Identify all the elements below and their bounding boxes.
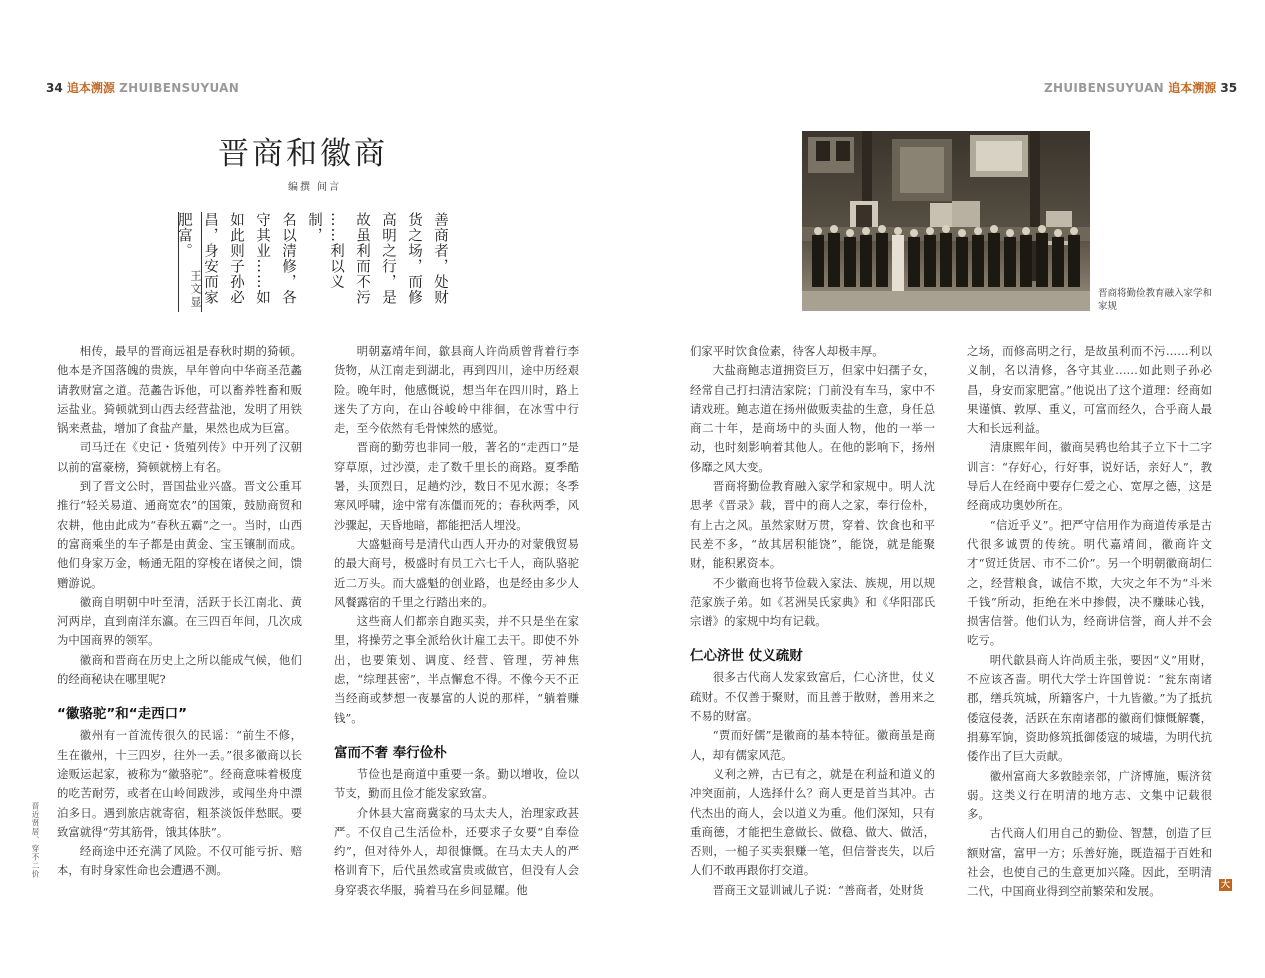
quote-column: 高明之行，是 bbox=[380, 212, 396, 305]
paragraph: 晋商王文显训诫儿子说：“善商者，处财货 bbox=[712, 882, 924, 897]
quote-column: 昌，身安而家 bbox=[202, 212, 218, 305]
article-byline: 编撰 间言 bbox=[288, 182, 342, 193]
header-left bbox=[46, 79, 239, 96]
quote-column: 货之场，而修 bbox=[406, 212, 422, 305]
paragraph: 这些商人们都亲自跑买卖，并不只是坐在家里，将操劳之事全派给伙计雇工去干。即使不外出，也要策划、调度、经营、管理，劳神焦虑，“综理甚密”，半点懈怠不得。不像今天不正当经商或梦想一夜暴富的人说的那样，“躺着赚钱”。 bbox=[334, 614, 579, 725]
quote-columns bbox=[173, 212, 451, 312]
paragraph: 到了晋文公时，晋国盐业兴盛。晋文公重耳推行“轻关易道、通商宽农”的国策，鼓励商贸和农耕，他由此成为“春秋五霸”之一。当时，山西的富商乘坐的车子都是由黄金、宝玉镶制而成。他们身家万金，畅通无阻的穿梭在诸侯之间，馈赠游说。 bbox=[57, 479, 302, 590]
quote-column: 故虽利而不污 bbox=[354, 212, 370, 305]
paragraph: 徽商和晋商在历史上之所以能成气候，他们的经商秘诀在哪里呢? bbox=[57, 652, 302, 687]
quote-column: 善商者，处财 bbox=[432, 212, 448, 305]
side-vertical-text: 晋近贤居、穿不二价 bbox=[31, 802, 40, 879]
section-title-en-left: ZHUIBENSUYUAN bbox=[119, 81, 240, 95]
paragraph: 不少徽商也将节俭载入家法、族规，用以规范家族子弟。如《茗洲吴氏家典》和《华阳邵氏宗谱》的家规中均有记载。 bbox=[690, 575, 935, 629]
photo-caption: 晋商将勤俭教育融入家学和家规 bbox=[1098, 288, 1213, 312]
end-mark: 大 bbox=[1220, 880, 1230, 890]
page-number-right: 35 bbox=[1220, 81, 1238, 95]
paragraph: 徽州有一首流传很久的民谣：“前生不修，生在徽州，十三四岁，往外一丢。”很多徽商以长途贩运起家，被称为“徽骆驼”。经商意味着极度的吃苦耐劳，或者在山岭间跋涉，或闯坐舟中漂泊多日。遇到旅店就寄宿，粗茶淡饭伴愁眠。要致富就得“劳其筋骨，饿其体肤”。 bbox=[57, 728, 302, 839]
historical-photo bbox=[802, 131, 1090, 311]
photo-illustration bbox=[802, 131, 1090, 311]
paragraph: 清康熙年间，徽商吴鸦也给其子立下十二字训言：“存好心，行好事，说好话，亲好人”，教导后人在经商中要存仁爱之心、宽厚之德，这是经商成功奥妙所在。 bbox=[967, 440, 1212, 513]
header-right bbox=[1044, 79, 1237, 96]
text-column-3 bbox=[690, 342, 935, 900]
paragraph: 古代商人们用自己的勤俭、智慧，创造了巨额财富，富甲一方；乐善好施，既造福于百姓和社会，也使自己的生意更加兴隆。因此，至明清二代，中国商业得到空前繁荣和发展。 bbox=[967, 826, 1212, 899]
section-heading: “徽骆驼”和“走西口” bbox=[57, 706, 187, 723]
paragraph: 晋商的勤劳也非同一般，著名的“走西口”是穿草原，过沙漠，走了数千里长的商路。夏季酷暑，头顶烈日，足趟灼沙，数日不见水源；冬季寒风呼啸，途中常有冻僵而死的；春秋两季，风沙骤起，天昏地暗，都能把活人埋没。 bbox=[334, 440, 579, 532]
paragraph: 之场，而修高明之行，是故虽利而不污……利以义制，名以清修，各守其业……如此则子孙必昌，身安而家肥富。”他说出了这个道理：经商如果谨慎、敦厚、重义，可富而经久，合乎商人最大和长远利益。 bbox=[967, 344, 1212, 436]
paragraph: “贾而好儒”是徽商的基本特征。徽商虽是商人，却有儒家风范。 bbox=[690, 728, 935, 762]
page-number-left: 34 bbox=[46, 81, 63, 95]
paragraph: 大盛魁商号是清代山西人开办的对蒙俄贸易的最大商号，极盛时有员工六七千人，商队骆驼近二万头。而大盛魁的创业路，也是经由多少人风餐露宿的千里之行踏出来的。 bbox=[334, 536, 579, 609]
paragraph: 节俭也是商道中重要一条。勤以增收，俭以节支，勤而且俭才能发家致富。 bbox=[334, 766, 579, 801]
section-heading: 富而不奢 奉行俭朴 bbox=[334, 744, 447, 761]
quote-column: 如此则子孙必 bbox=[228, 212, 244, 305]
quote-author: 王文显 bbox=[189, 270, 202, 309]
section-title-cn-right: 追本溯源 bbox=[1168, 81, 1217, 95]
paragraph: 义利之辨，古已有之，就是在利益和道义的冲突面前，人选择什么？商人更是首当其冲。古代杰出的商人，会以道义为重。他们深知，只有重商德，才能把生意做长、做稳、做大、做活，否则，一槌子买卖狠赚一笔，但信誉丧失，以后人们不敢再跟你打交道。 bbox=[690, 766, 935, 878]
paragraph: 司马迁在《史记・货殖列传》中开列了汉朝以前的富豪榜，猗顿就榜上有名。 bbox=[57, 440, 302, 474]
text-column-1 bbox=[57, 342, 302, 881]
paragraph: 大盐商鲍志道拥资巨万，但家中妇孺子女，经常自己打扫清洁家院；门前没有车马，家中不请戏班。鲍志道在扬州做贩卖盐的生意，身任总商二十年，是商场中的头面人物，他的一举一动，也时刻影响着其他人。在他的影响下，扬州侈靡之风大变。 bbox=[690, 363, 935, 474]
quote-column: 肥富。 bbox=[176, 212, 192, 259]
paragraph: 明朝嘉靖年间，歙县商人许尚质曾背着行李货物，从江南走到湖北，再到四川，途中历经艰险。晚年时，他感慨说，想当年在四川时，路上迷失了方向，在山谷峻岭中徘徊，在冰雪中行走，至今依然有毛骨悚然的感觉。 bbox=[334, 344, 579, 436]
section-title-cn-left: 追本溯源 bbox=[66, 81, 115, 95]
paragraph: 们家平时饮食俭素，待客人却极丰厚。 bbox=[690, 344, 884, 358]
paragraph: 徽商自明朝中叶至清，活跃于长江南北、黄河两岸，直到南洋东瀛。在三四百年间，几次成为中国商界的领军。 bbox=[57, 594, 302, 648]
paragraph: 相传，最早的晋商远祖是春秋时期的猗顿。他本是齐国落魄的贵族，早年曾向中华商圣范蠡请教财富之道。范蠡告诉他，可以畜养牲畜和贩运盐业。猗顿就到山西去经营盐池，发明了用铁锅来煮盐，增加了食盐产量，果然也成为巨富。 bbox=[57, 344, 302, 436]
text-column-4 bbox=[967, 342, 1212, 902]
text-column-2 bbox=[334, 342, 579, 900]
quote-column: ……利以义制， bbox=[306, 212, 344, 290]
section-title-en-right: ZHUIBENSUYUAN bbox=[1044, 81, 1165, 95]
paragraph: 明代歙县商人许尚质主张，要因“义”用财，不应该吝啬。明代大学士许国曾说：“瓮东南诸郡，缮兵筑城，所籍客户，十九皆徽。”为了抵抗倭寇侵袭，活跃在东南诸郡的徽商们慷慨解囊，捐募军饷，资助修筑抵御倭寇的城墙，为明代抗倭作出了巨大贡献。 bbox=[967, 652, 1212, 764]
paragraph: 经商途中还充满了风险。不仅可能亏折、赔本，有时身家性命也会遭遇不测。 bbox=[57, 844, 302, 878]
section-heading: 仁心济世 仗义疏财 bbox=[690, 648, 803, 665]
paragraph: 徽州富商大多敦睦亲邻，广济博施，赈济贫弱。这类义行在明清的地方志、文集中记载很多。 bbox=[967, 768, 1212, 822]
quote-column: 名以清修，各 bbox=[280, 212, 296, 305]
vertical-quote-block bbox=[178, 212, 459, 312]
paragraph: 晋商将勤俭教育融入家学和家规中。明人沈思孝《晋录》载，晋中的商人之家，奉行俭朴，有上古之风。虽然家财万贯，穿着、饮食也和平民差不多，“故其居积能饶”，能饶，就是能聚财，能积累资本。 bbox=[690, 479, 935, 571]
article-title: 晋商和徽商 bbox=[218, 136, 388, 172]
quote-column: 守其业……如 bbox=[254, 212, 270, 305]
paragraph: “信近乎义”。把严守信用作为商道传承是古代很多诚贾的传统。明代嘉靖间，徽商许文才“贸迁货居、市不二价”。另一个明朝徽商胡仁之，经营粮食，诚信不欺，大灾之年不为“斗米千钱”所动，拒绝在米中掺假，决不赚昧心钱，损害信誉。他们认为，经商讲信誉，商人并不会吃亏。 bbox=[967, 517, 1212, 648]
paragraph: 很多古代商人发家致富后，仁心济世，仗义疏财。不仅善于聚财，而且善于散财，善用来之不易的财富。 bbox=[690, 670, 935, 724]
paragraph: 介休县大富商冀家的马太夫人，治理家政甚严。不仅自己生活俭朴，还要求子女要“自奉俭约”，但对待外人，却很慷慨。在马太夫人的严格训育下，后代虽然或富贵或做官，但没有人会身穿裘衣华服，骑着马在乡间显耀。他 bbox=[334, 805, 579, 897]
